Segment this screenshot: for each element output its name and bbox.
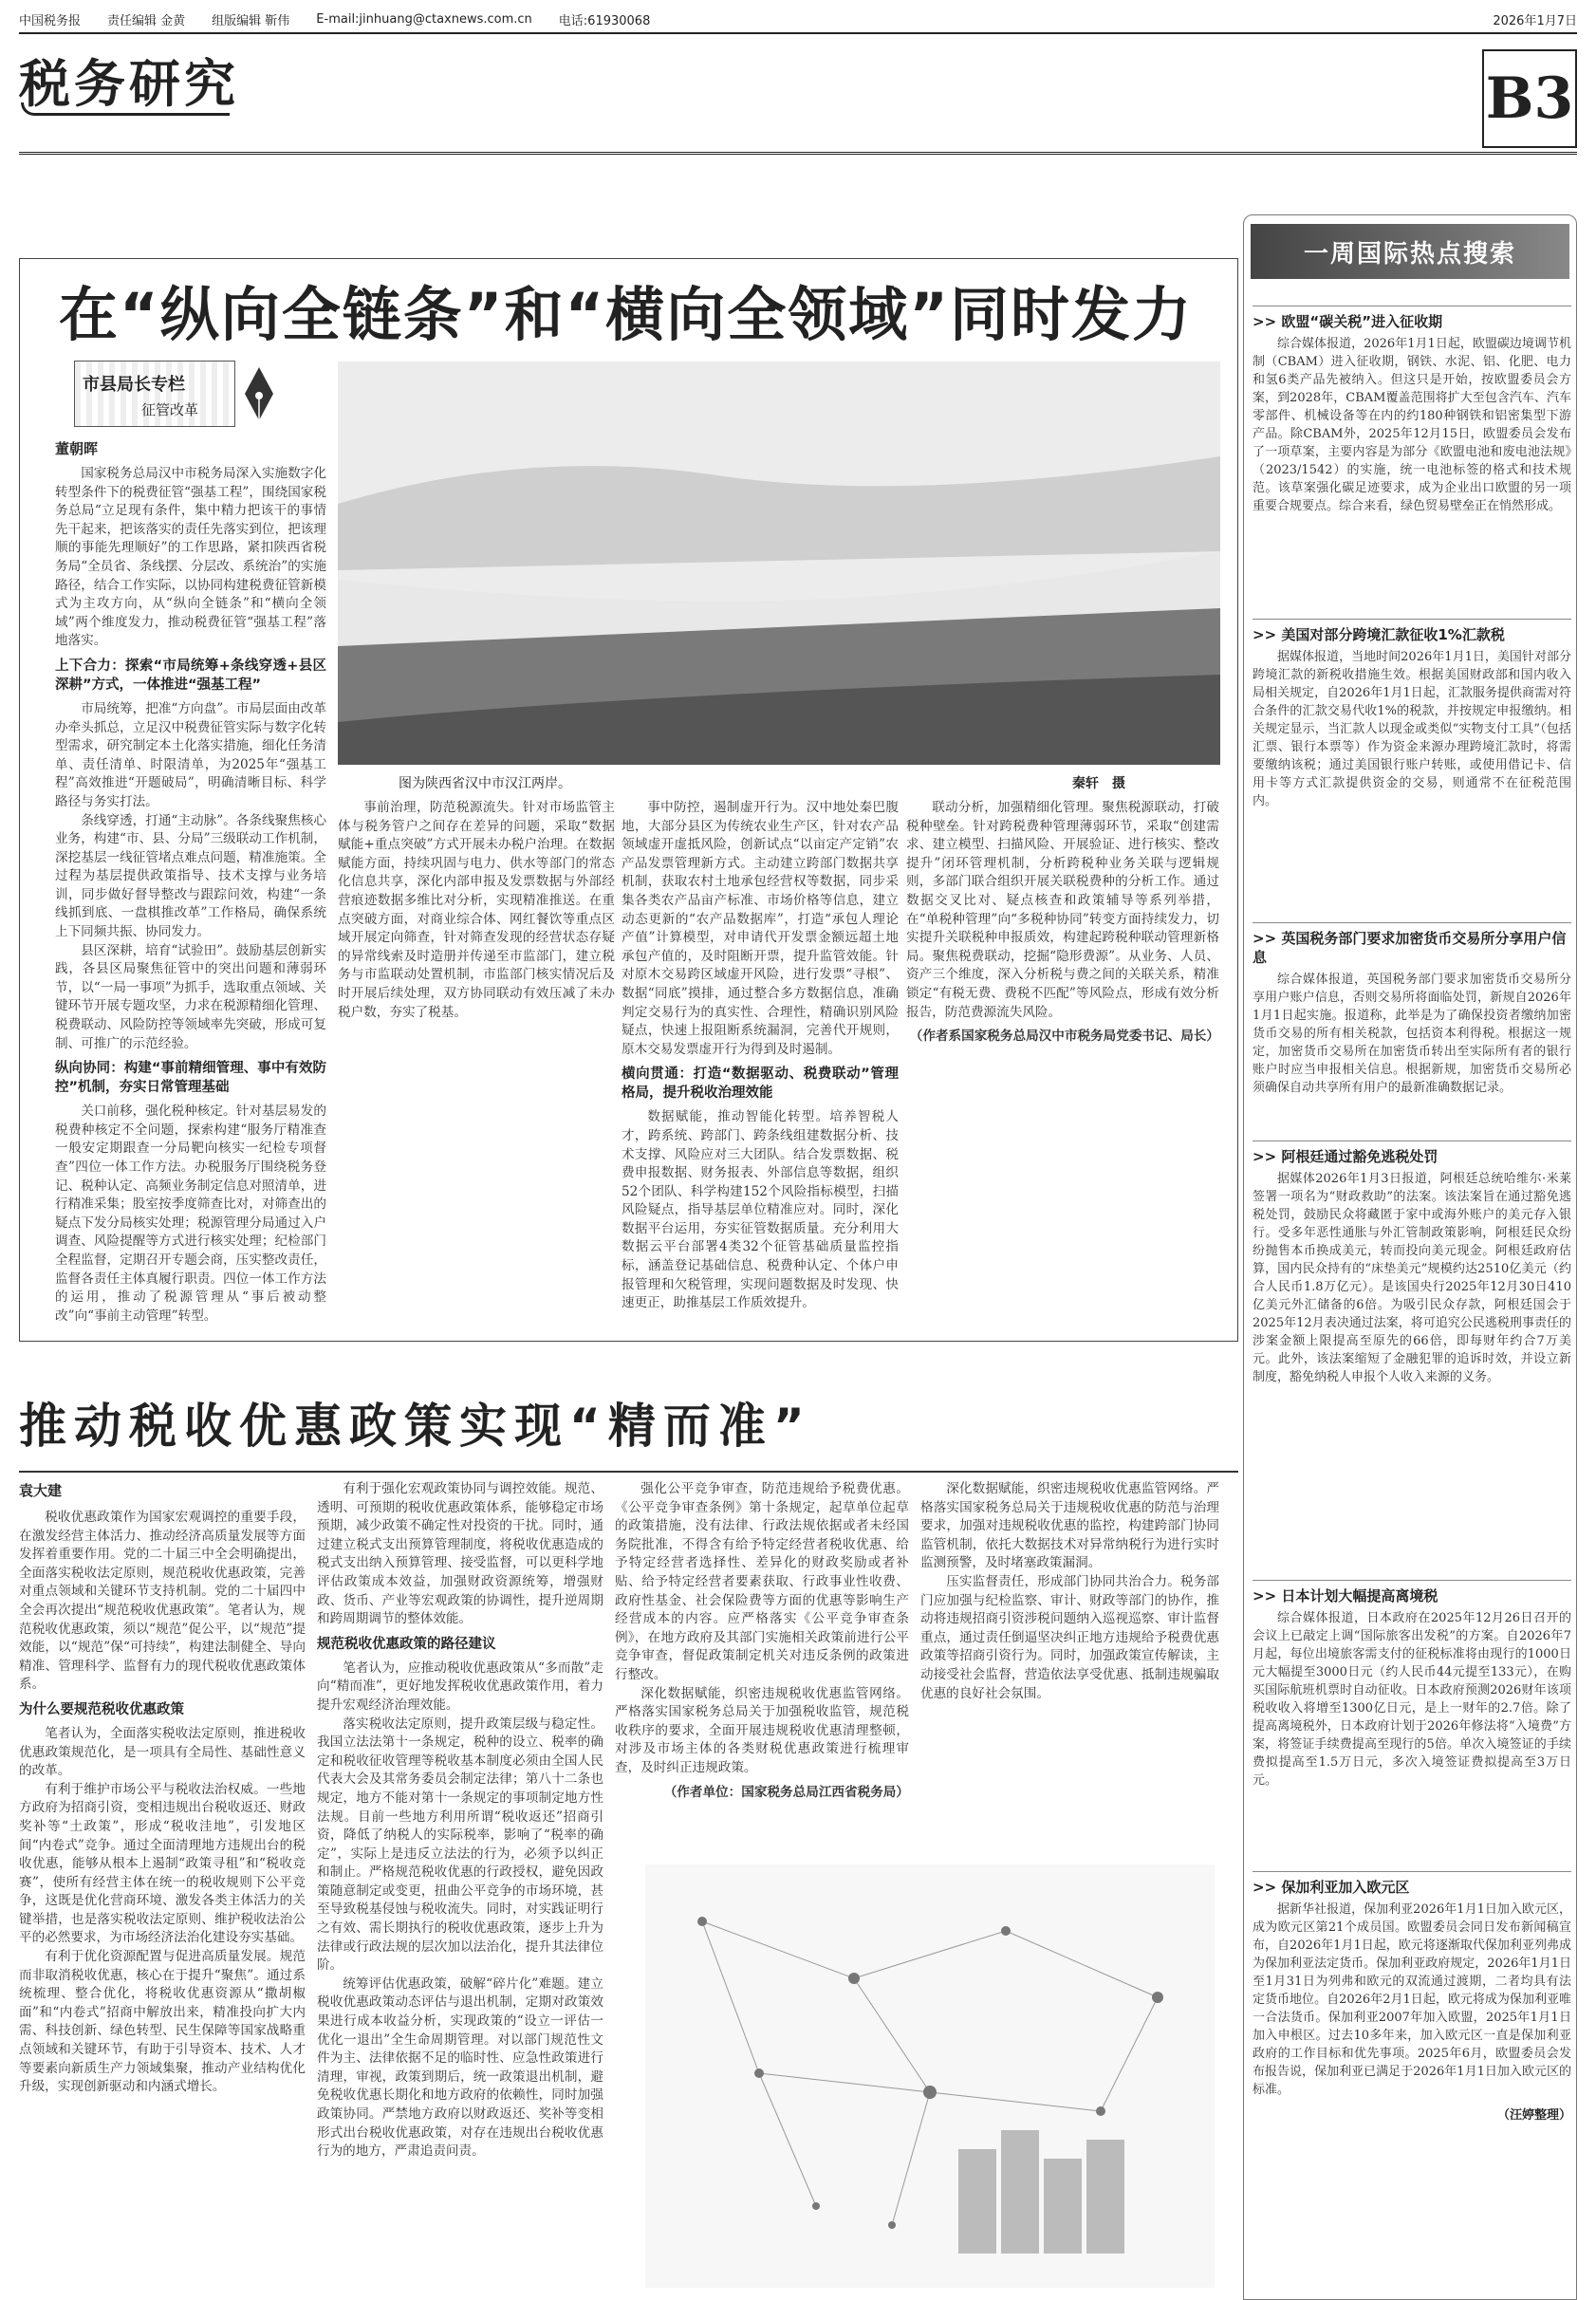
- subheading: 横向贯通：打造“数据驱动、税费联动”管理格局，提升税收治理效能: [622, 1067, 899, 1102]
- author-bio: （作者单位：国家税务总局江西省税务局）: [663, 1784, 909, 1800]
- email: E-mail:jinhuang@ctaxnews.com.cn: [316, 11, 532, 27]
- news-item: [1253, 1580, 1571, 1790]
- paragraph: 强化公平竞争审查，防范违规给予税费优惠。《公平竞争审查条例》第十条规定，起草单位起草的政策措施，没有法律、行政法规依据或者未经国务院批准，不得含有给予特定经营者税收优惠、给予特定经营者选择性、差异化的财政奖励或者补贴、给予特定经营者要素获取、行政事业性收费、政府性基金、社会保险费等方面的优惠等影响生产经营成本的内容。应严格落实《公平竞争审查条例》，在地方政府及其部门实施相关政策前进行公平竞争审查，督促政策制定机关对违反条例的政策进行整改。: [615, 1481, 909, 1682]
- news-item: [1253, 1141, 1571, 1386]
- column-badge: [74, 361, 235, 427]
- paper-name: 中国税务报: [19, 13, 82, 28]
- column-subname: 征管改革: [141, 401, 199, 418]
- paragraph: 落实税收法定原则，提升政策层级与稳定性。我国立法法第十一条规定，税种的设立、税率的确定和税收征收管理等税收基本制度必须由全国人民代表大会及其常务委员会制定法律；第八十二条也规定，地方不能对第十一条规定的事项制定地方性法规。目前一些地方利用所谓“税收返还”招商引资，降低了纳税人的实际税率，影响了“税率的确定”，实际上是违反立法法的行为，必须予以纠正和制止。严格规范税收优惠的行政授权，避免因政策随意制定或变更，扭曲公平竞争的市场环境，甚至导致税基侵蚀与税收流失。同时，对实践证明行之有效、需长期执行的税收优惠政策，逐步上升为法律或行政法规的层次加以法治化，提升其法律位阶。: [317, 1716, 603, 1974]
- subheading: 为什么要规范税收优惠政策: [19, 1701, 184, 1717]
- issue-date: 2026年1月7日: [1493, 13, 1577, 28]
- paragraph: 县区深耕，培育“试验田”。鼓励基层创新实践，各县区局聚焦征管中的突出问题和薄弱环节，以“一局一事项”为抓手，选取重点领域、关键环节开展专题攻坚，力求在税源精细化管理、税费联动、风险防控等领域率先突破，形成可复制、可推广的示范经验。: [55, 942, 326, 1051]
- news-text: 综合媒体报道，2026年1月1日起，欧盟碳边境调节机制（CBAM）进入征收期，钢铁、水泥、铝、化肥、电力和氢6类产品先被纳入。但这只是开始，按欧盟委员会方案，到2028年，CBAM覆盖范围将扩大至包含汽车、汽车零部件、机械设备等在内的约180种钢铁和铝密集型下游产品。除CBAM外，2025年12月15日，欧盟委员会发布了一项草案，主要内容是为部分《欧盟电池和废电池法规》（2023/1542）的实施，统一电池标签的格式和技术规范。该草案强化碳足迹要求，成为企业出口欧盟的另一项重要合规要点。综合来看，绿色贸易壁垒正在悄然形成。: [1253, 337, 1571, 513]
- article-column-3: [622, 799, 899, 1330]
- paragraph: 国家税务总局汉中市税务局深入实施数字化转型条件下的税费征管“强基工程”，围绕国家税务总局“立足现有条件，集中精力把该干的事情先干起来，把该落实的责任先落实到位，把该理顺的事能先理顺好”的工作思路，紧扣陕西省税务局“全员省、条线摆、分层改、系统治”的实施路径，结合工作实际，以协同构建税费征管新模式为主攻方向，从“纵向全链条”和“横向全领域”两个维度发力，推动税费征管“强基工程”落地落实。: [55, 466, 326, 649]
- article-title: 在“纵向全链条”和“横向全领域”同时发力: [59, 280, 1193, 349]
- paragraph: 压实监督责任，形成部门协同共治合力。税务部门应加强与纪检监察、审计、财政等部门的协作，推动将违规招商引资涉税问题纳入巡视巡察、审计监督重点，通过责任倒逼坚决纠正地方违规给予税费优惠政策等招商引资行为。同时，加强政策宣传解读，主动接受社会监督，营造依法享受优惠、抵制违规骗取优惠的良好社会氛围。: [920, 1573, 1219, 1701]
- section-ornament: [21, 102, 230, 116]
- article-photo: [338, 362, 1220, 765]
- news-title: >> 日本计划大幅提高离境税: [1253, 1580, 1571, 1605]
- paragraph: 税收优惠政策作为国家宏观调控的重要手段，在激发经营主体活力、推动经济高质量发展等方面发挥着重要作用。党的二十届三中全会明确提出，全面落实税收法定原则，规范税收优惠政策，完善对重点领域和关键环节支持机制。党的二十届四中全会再次提出“规范税收优惠政策”。笔者认为，规范税收优惠政策，须以“规范”促公平，以“规范”提效能，以“规范”保“可持续”，构建法制健全、导向精准、管理科学、监督有力的现代税收优惠政策体系。: [19, 1510, 306, 1693]
- article-column-4: [906, 799, 1219, 1330]
- paragraph: 笔者认为，全面落实税收法定原则，推进税收优惠政策规范化，是一项具有全局性、基础性意义的改革。: [19, 1725, 306, 1779]
- news-text: 据媒体2026年1月3日报道，阿根廷总统哈维尔·米莱签署一项名为“财政救助”的法案。该法案旨在通过豁免逃税处罚，鼓励民众将藏匿于家中或海外账户的美元存入银行。受多年恶性通胀与外汇管制政策影响，阿根廷民众纷纷抛售本币换成美元，转而投向美元现金。阿根廷政府估算，国内民众持有的“床垫美元”规模约达2510亿美元（约合人民币1.8万亿元）。是该国央行2025年12月30日410亿美元外汇储备的6倍。为吸引民众存款，阿根廷国会于2025年12月表决通过法案，将可追究公民逃税刑事责任的涉案金额上限提高至原先的66倍，即每财年约合7万美元。此外，该法案缩短了金融犯罪的追诉时效，并设立新制度，豁免纳税人申报个人收入来源的义务。: [1253, 1172, 1571, 1384]
- paragraph: 有利于优化资源配置与促进高质量发展。规范而非取消税收优惠，核心在于提升“聚焦”。通过系统梳理、整合优化，将税收优惠资源从“撒胡椒面”和“内卷式”招商中解放出来，精准投向扩大内需、科技创新、绿色转型、民生保障等国家战略重点领域和关键环节，有助于引导资本、技术、人才等要素向新质生产力领域集聚，推动产业结构优化升级，实现创新驱动和内涵式增长。: [19, 1949, 306, 2095]
- paragraph: 联动分析，加强精细化管理。聚焦税源联动，打破税种壁垒。针对跨税费种管理薄弱环节，采取“创建需求、建立模型、扫描风险、开展验证、进行核实、整改提升”闭环管理机制，分析跨税种业务关联与逻辑规则，多部门联合组织开展关联税费种的分析工作。通过数据交叉比对、疑点核查和政策辅导等系列举措，在“单税种管理”向“多税种协同”转变方面持续发力，切实提升关联税种申报质效，构建起跨税种联动管理新格局。聚焦税费联动，挖掘“隐形费源”。从业务、人员、资产三个维度，深入分析税与费之间的关联关系，精准锁定“有税无费、费税不匹配”等风险点，形成有效分析报告，防范费源流失风险。: [906, 800, 1219, 1020]
- paragraph: 有利于维护市场公平与税收法治权威。一些地方政府为招商引资，变相违规出台税收返还、财政奖补等“土政策”，形成“税收洼地”，引发地区间“内卷式”竞争。通过全面清理地方违规出台的税收优惠，能够从根本上遏制“政策寻租”和“税收竞赛”，使所有经营主体在统一的税收规则下公平竞争，这既是优化营商环境、激发各类主体活力的关键举措，也是落实税收法定原则、维护税收法治公平的必然要求，为市场经济法治化建设夯实基础。: [19, 1781, 306, 1946]
- sidebar-editor: （汪婷整理）: [1496, 2108, 1571, 2123]
- paragraph: 深化数据赋能，织密违规税收优惠监管网络。严格落实国家税务总局关于加强税收监管，规范税收秩序的要求，全面开展违规税收优惠清理整顿，对涉及市场主体的各类财税优惠政策进行梳理审查，及时纠正违规政策。: [615, 1685, 909, 1775]
- layout-editor: 组版编辑 靳伟: [212, 13, 290, 28]
- fountain-pen-icon: [235, 365, 283, 424]
- news-title: >> 欧盟“碳关税”进入征收期: [1253, 306, 1571, 331]
- news-item: [1253, 922, 1571, 1097]
- editor: 责任编辑 金黄: [107, 13, 186, 28]
- article-author: 袁大建: [19, 1482, 63, 1499]
- network-illustration: [645, 1864, 1215, 2288]
- paragraph: 数据赋能，推动智能化转型。培养智税人才，跨系统、跨部门、跨条线组建数据分析、技术支撑、风险应对三大团队。结合发票数据、税费申报数据、财务报表、外部信息等数据，组织52个团队、科学构建152个风险指标模型，扫描风险疑点，指导基层单位精准应对。同时，深化数据平台运用，夯实征管数据质量。充分利用大数据云平台部署4类32个征管基础质量监控指标，涵盖登记基础信息、税费种认定、个体户申报管理和欠税管理，实现问题数据及时发现、快速更正，助推基层工作质效提升。: [622, 1109, 899, 1311]
- paragraph: 统筹评估优惠政策，破解“碎片化”难题。建立税收优惠政策动态评估与退出机制，定期对政策效果进行成本收益分析，实现政策的“设立一评估一优化一退出”全生命周期管理。对以部门规范性文件为主、法律依据不足的临时性、应急性政策进行清理，审视，政策到期后，统一政策退出机制，避免税收优惠长期化和地方政府的依赖性，同时加强政策协同。严禁地方政府以财政返还、奖补等变相形式出台税收优惠政策，对存在违规出台税收优惠行为的地方，严肃追责问责。: [317, 1975, 603, 2160]
- paragraph: 事前治理，防范税源流失。针对市场监管主体与税务管户之间存在差异的问题，采取“数据赋能+重点突破”方式开展未办税户治理。在数据赋能方面，持续巩固与电力、供水等部门的常态化信息共享，深化内部申报及发票数据与外部经营痕迹数据多维比对分析，实现精准推送。在重点突破方面，对商业综合体、网红餐饮等重点区域开展定向筛查，针对筛查发现的经营状态存疑的异常线索及时造册并传递至市监部门，建立税务与市监联动处置机制，市监部门核实情况后及时开展后续处理，双方协同联动有效压减了未办税户数，夯实了税基。: [338, 800, 615, 1020]
- article-column-2: [317, 1480, 603, 2296]
- news-text: 据媒体报道，当地时间2026年1月1日，美国针对部分跨境汇款的新税收措施生效。根据美国财政部和国内收入局相关规定，自2026年1月1日起，汇款服务提供商需对符合条件的汇款交易代收1%的税款，并按规定申报缴纳。相关规定显示，当汇款人以现金或类似“实物支付工具”（包括汇票、银行本票等）作为资金来源办理跨境汇款时，将需要缴纳该税；通过美国银行账户转账，或使用借记卡、信用卡等方式汇款提供资金的交易，则通常不在征税范围内。: [1253, 650, 1571, 808]
- divider: [19, 32, 1577, 34]
- news-item: [1253, 306, 1571, 515]
- article-author: 董朝晖: [55, 440, 99, 457]
- river-landscape-image: [338, 362, 1220, 765]
- paragraph: 笔者认为，应推动税收优惠政策从“多而散”走向“精而准”，更好地发挥税收优惠政策作用，着力提升宏观经济治理效能。: [317, 1660, 603, 1713]
- news-item: [1253, 619, 1571, 810]
- article-column-4: [920, 1480, 1219, 1855]
- subheading: 上下合力：探索“市局统筹+条线穿透+县区深耕”方式，一体推进“强基工程”: [55, 658, 326, 693]
- article-column-3: [615, 1480, 909, 1855]
- paragraph: 条线穿透，打通“主动脉”。各条线聚焦核心业务，构建“市、县、分局”三级联动工作机制，深挖基层一线征管堵点难点问题，精准施策。全过程为基层提供政策指导、技术支撑与业务培训，同步做好督导整改与跟踪问效，构建“一条线抓到底、一盘棋推改革”工作格局，确保系统上下同频共振、协同发力。: [55, 812, 326, 940]
- divider: [19, 1471, 1238, 1473]
- phone: 电话:61930068: [558, 13, 651, 28]
- news-title: >> 英国税务部门要求加密货币交易所分享用户信息: [1253, 922, 1571, 967]
- page-number: B3: [1482, 49, 1577, 148]
- article-column-2: [338, 799, 615, 1330]
- news-title: >> 阿根廷通过豁免逃税处罚: [1253, 1141, 1571, 1166]
- news-text: 综合媒体报道，日本政府在2025年12月26日召开的会议上已敲定上调“国际旅客出发税”的方案。自2026年7月起，每位出境旅客需支付的征税标准将由现行的1000日元大幅提至3000日元（约人民币44元提至133元），在购买国际航班机票时自动征收。日本政府预测2026财年该项税收收入将增至1300亿日元，是上一财年的2.7倍。除了提高离境税外，日本政府计划于2026年修法将“入境费”方案，将签证手续费提高至现行的5倍。单次入境签证的手续费拟提高至1.5万日元，多次入境签证费拟提高至3万日元。: [1253, 1611, 1571, 1788]
- author-bio: （作者系国家税务总局汉中市税务局党委书记、局长）: [909, 1029, 1219, 1045]
- photo-caption: 图为陕西省汉中市汉江两岸。: [399, 776, 571, 791]
- news-text: 综合媒体报道，英国税务部门要求加密货币交易所分享用户账户信息，否则交易所将面临处罚，新规自2026年1月1日起实施。报道称，此举是为了确保投资者缴纳加密货币交易的所有相关税款，包括资本利得税。根据这一规定，加密货币交易所在加密货币转出至实际所有者的银行账户时应当申报相关信息。根据新规，加密货币交易所必须确保自动共享所有用户的最新准确数据记录。: [1253, 973, 1571, 1095]
- section-title: 税务研究: [19, 53, 239, 114]
- news-item: [1253, 1871, 1571, 2123]
- paragraph: 事中防控，遏制虚开行为。汉中地处秦巴腹地，大部分县区为传统农业生产区，针对农产品领域虚开虚抵风险，创新试点“以亩定产定销”农产品发票管理新方式。主动建立跨部门数据共享机制，获取农村土地承包经营权等数据，同步采集各类农产品亩产标准、市场价格等信息，建立动态更新的“农产品数据库”，打造“承包人理论产值”计算模型，对申请代开发票金额远超土地承包产值的，及时阻断开票，提升监管效能。针对原木交易跨区域虚开风险，进行发票“寻根”、数据“同底”摸排，通过整合多方数据信息，准确判定交易行为的真实性、合理性，精确识别风险疑点，快速上报阻断系统漏洞，完善代开规则，原木交易发票虚开行为得到及时遏制。: [622, 800, 899, 1057]
- masthead: [19, 8, 1577, 30]
- article-title: 推动税收优惠政策实现“精而准”: [19, 1399, 812, 1454]
- news-title: >> 保加利亚加入欧元区: [1253, 1871, 1571, 1897]
- sidebar-title: 一周国际热点搜索: [1251, 224, 1569, 279]
- news-text: 据新华社报道，保加利亚2026年1月1日加入欧元区，成为欧元区第21个成员国。欧盟委员会同日发布新闻稿宣布，自2026年1月1日起，欧元将逐渐取代保加利亚列弗成为保加利亚法定货币。保加利亚政府规定，2026年1月1日至1月31日为列弗和欧元的双流通过渡期，二者均具有法定货币地位。自2026年2月1日起，欧元将成为保加利亚唯一合法货币。保加利亚2007年加入欧盟，2025年1月1日加入申根区。过去10多年来，加入欧元区一直是保加利亚政府的工作目标和优先事项。2025年6月，欧盟委员会发布报告说，保加利亚已满足于2026年1月1日加入欧元区的标准。: [1253, 1902, 1571, 2097]
- paragraph: 关口前移，强化税种核定。针对基层易发的税费种核定不全问题，探索构建“服务厅精准查一般安定期跟查一分局靶向核实一纪检专项督查”四位一体工作方法。办税服务厅围绕税务登记、税种认定、高频业务制定信息对照清单，进行精准采集；股室按季度筛查比对，对筛查出的疑点下发分局核实处理；税源管理分局通过入户调查、风险提醒等方式进行核实处理；纪检部门全程监督，定期召开专题会商，压实整改责任，监督各责任主体真履行职责。四位一体工作方法的运用，推动了税源管理从“事后被动整改”向“事前主动管理”转型。: [55, 1104, 326, 1324]
- photo-credit: 秦轩 摄: [1072, 776, 1125, 791]
- paragraph: 有利于强化宏观政策协同与调控效能。规范、透明、可预期的税收优惠政策体系，能够稳定市场预期，减少政策不确定性对投资的干扰。同时，通过建立税式支出预算管理制度，将税收优惠造成的税式支出纳入预算管理、接受监督，可以更科学地评估政策成本效益，加强财政资源统筹，增强财政、货币、产业等宏观政策的协调性，提升逆周期和跨周期调节的整体效能。: [317, 1481, 603, 1627]
- column-name: 市县局长专栏: [83, 375, 185, 395]
- paragraph: 深化数据赋能，织密违规税收优惠监管网络。严格落实国家税务总局关于违规税收优惠的防范与治理要求，加强对违规税收优惠的监控，构建跨部门协同监管机制，依托大数据技术对异常纳税行为进行实时监测预警，及时堵塞政策漏洞。: [920, 1481, 1219, 1571]
- subheading: 规范税收优惠政策的路径建议: [317, 1636, 496, 1652]
- divider: [19, 152, 1577, 155]
- subheading: 纵向协同：构建“事前精细管理、事中有效防控”机制，夯实日常管理基础: [55, 1061, 326, 1096]
- network-graphic: [645, 1864, 1215, 2288]
- news-title: >> 美国对部分跨境汇款征收1%汇款税: [1253, 619, 1571, 644]
- article-column-1: [55, 465, 326, 1328]
- paragraph: 市局统筹，把准“方向盘”。市局层面由改革办牵头抓总，立足汉中税费征管实际与数字化转型需求，研究制定本土化落实措施，细化任务清单、责任清单、时限清单，为2025年“强基工程”高效推进“开题破局”，明确清晰目标、科学路径与务实打法。: [55, 700, 326, 809]
- article-column-1: [19, 1509, 306, 2296]
